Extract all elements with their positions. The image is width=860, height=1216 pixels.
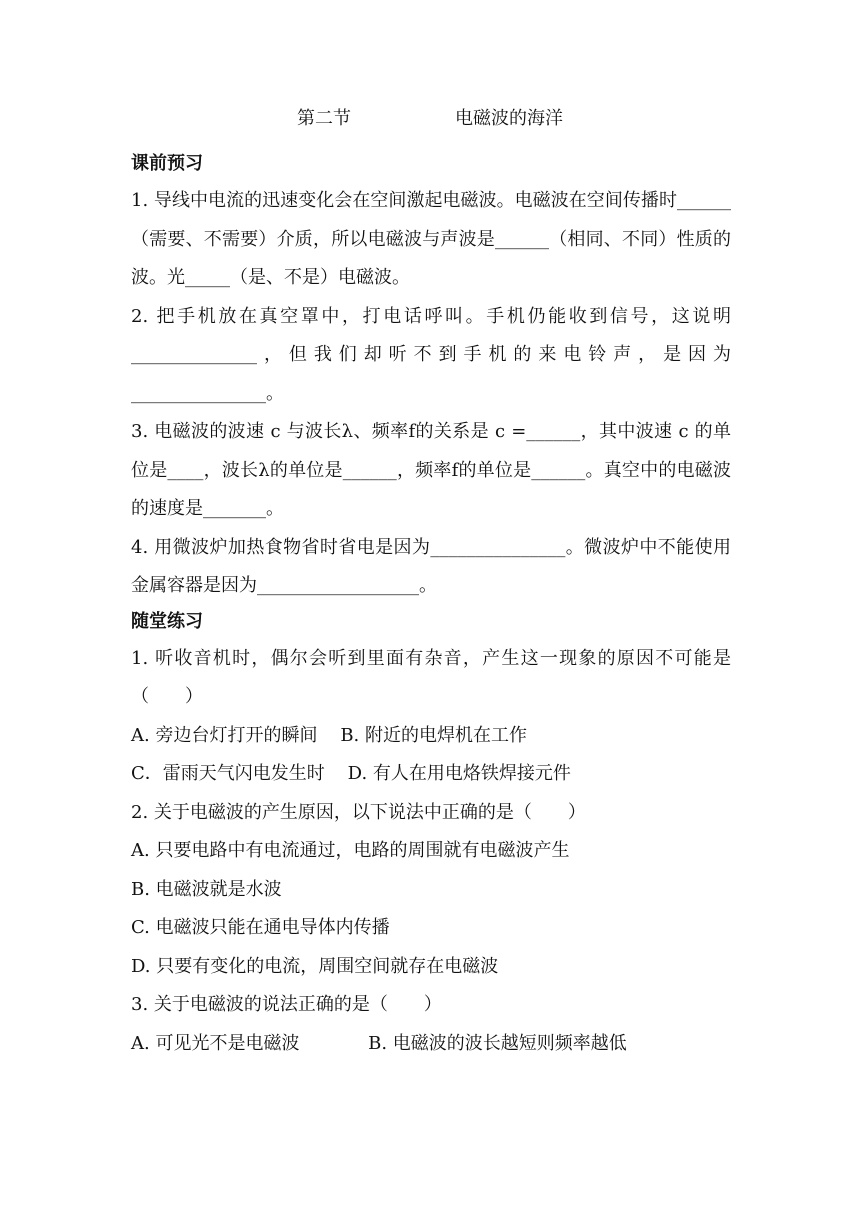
worksheet-content (131, 150, 731, 1063)
practice-heading: 随堂练习 (131, 610, 203, 632)
preview-question-4: 4. 用微波炉加热食物省时省电是因为_______________。微波炉中不能使用金属容器是因为__________________。 (131, 536, 731, 596)
section-title (0, 104, 860, 130)
preview-heading: 课前预习 (131, 153, 203, 174)
practice-question-3: 3. 关于电磁波的说法正确的是（ ） (131, 994, 442, 1015)
practice-question-2: 2. 关于电磁波的产生原因，以下说法中正确的是（ ） (131, 801, 586, 823)
preview-question-1: 1. 导线中电流的迅速变化会在空间激起电磁波。电磁波在空间传播时______（需要、不需要）介质，所以电磁波与声波是______（相同、不同）性质的波。光_____（是、不是）电磁波。 (131, 190, 731, 288)
practice-question-1: 1. 听收音机时，偶尔会听到里面有杂音，产生这一现象的原因不可能是（ ） (131, 647, 731, 707)
practice-question-2-option-b: B. 电磁波就是水波 (131, 878, 282, 900)
practice-question-2-option-d: D. 只要有变化的电流，周围空间就存在电磁波 (131, 955, 499, 977)
practice-question-2-option-a: A. 只要电路中有电流通过，电路的周围就有电磁波产生 (131, 840, 570, 861)
practice-question-2-option-c: C. 电磁波只能在通电导体内传播 (131, 917, 390, 938)
preview-question-2: 2. 把手机放在真空罩中，打电话呼叫。手机仍能收到信号，这说明______________，但我们却听不到手机的来电铃声，是因为_______________。 (131, 305, 731, 404)
practice-question-1-options-cd: C．雷雨天气闪电发生时 D. 有人在用电烙铁焊接元件 (131, 763, 571, 784)
preview-question-3: 3. 电磁波的波速 c 与波长λ、频率f的关系是 c =______，其中波速 c 的单位是____，波长λ的单位是______，频率f的单位是______。真空中的电磁波的速度是_______。 (131, 421, 731, 519)
section-number: 第二节 (297, 108, 351, 129)
practice-question-3-options-ab: A. 可见光不是电磁波 B. 电磁波的波长越短则频率越低 (131, 1032, 627, 1054)
practice-question-1-options-ab: A. 旁边台灯打开的瞬间 B. 附近的电焊机在工作 (131, 724, 527, 746)
section-name: 电磁波的海洋 (455, 108, 563, 129)
